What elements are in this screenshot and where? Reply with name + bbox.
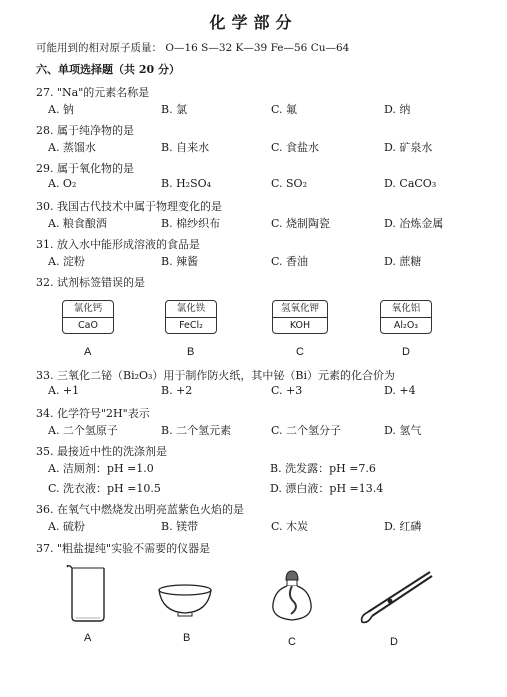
option-b: B. 洗发露：pH =7.6 — [270, 462, 376, 475]
alcohol-lamp-icon — [265, 568, 319, 624]
option-b: B. +2 — [161, 384, 193, 397]
option-b: B. 氯 — [161, 103, 188, 116]
option-b: B. 二个氢元素 — [161, 424, 232, 437]
question-33-stem: 33. 三氧化二铋（Bi₂O₃）用于制作防火纸，其中铋（Bi）元素的化合价为 — [36, 369, 396, 382]
question-35-options-row1 — [48, 460, 488, 476]
option-d: D. +4 — [384, 384, 416, 397]
label-letter-b: B — [187, 346, 195, 358]
evaporating-dish-icon — [156, 582, 214, 618]
option-a: A. 蒸馏水 — [48, 141, 96, 154]
option-d: D. 纳 — [384, 103, 411, 116]
option-c: C. +3 — [271, 384, 303, 397]
question-30-options — [36, 215, 476, 231]
question-36-stem: 36. 在氧气中燃烧发出明亮蓝紫色火焰的是 — [36, 503, 244, 516]
reagent-formula: FeCl₂ — [179, 320, 203, 331]
question-36-options — [36, 518, 476, 534]
option-d: D. 矿泉水 — [384, 141, 433, 154]
option-d: D. 蔗糖 — [384, 255, 422, 268]
reagent-label-a — [62, 300, 114, 334]
option-a: A. 粮食酿酒 — [48, 217, 107, 230]
reagent-formula: KOH — [289, 320, 311, 331]
page-title: 化学部分 — [209, 13, 298, 32]
option-a: A. +1 — [48, 384, 80, 397]
label-letter-a: A — [84, 346, 92, 358]
apparatus-letter-d: D — [390, 636, 398, 648]
question-27-stem: 27. "Na"的元素名称是 — [36, 86, 150, 99]
option-d: D. CaCO₃ — [384, 177, 437, 190]
option-a: A. O₂ — [48, 177, 77, 190]
reagent-name: 氯化铁 — [166, 301, 216, 318]
option-c: C. 氟 — [271, 103, 298, 116]
section-heading: 六、单项选择题（共 20 分） — [36, 63, 180, 76]
reagent-name: 氯化钙 — [63, 301, 113, 318]
question-30-stem: 30. 我国古代技术中属于物理变化的是 — [36, 200, 222, 213]
option-b: B. 辣酱 — [161, 255, 199, 268]
option-b: B. 棉纱织布 — [161, 217, 221, 230]
option-a: A. 洁厕剂：pH =1.0 — [48, 462, 154, 475]
reagent-label-c — [272, 300, 328, 334]
question-28-options — [36, 139, 476, 155]
option-c: C. 木炭 — [271, 520, 309, 533]
question-34-stem: 34. 化学符号"2H"表示 — [36, 407, 150, 420]
reagent-name: 氢氧化钾 — [273, 301, 327, 318]
question-28-stem: 28. 属于纯净物的是 — [36, 124, 134, 137]
question-35-stem: 35. 最接近中性的洗涤剂是 — [36, 445, 167, 458]
apparatus-letter-c: C — [288, 636, 296, 648]
label-letter-c: C — [296, 346, 304, 358]
reagent-formula: CaO — [78, 320, 98, 331]
option-b: B. 镁带 — [161, 520, 199, 533]
atomic-masses-line: 可能用到的相对原子质量： O—16 S—32 K—39 Fe—56 Cu—64 — [36, 42, 350, 54]
option-c: C. 二个氢分子 — [271, 424, 342, 437]
question-27-options — [36, 101, 476, 117]
option-c: C. 食盐水 — [271, 141, 320, 154]
option-b: B. H₂SO₄ — [161, 177, 212, 190]
beaker-icon — [62, 563, 112, 625]
apparatus-letter-a: A — [84, 632, 92, 644]
option-c: C. SO₂ — [271, 177, 307, 190]
option-d: D. 冶炼金属 — [384, 217, 444, 230]
reagent-label-d — [380, 300, 432, 334]
option-c: C. 洗衣液：pH =10.5 — [48, 482, 161, 495]
option-a: A. 二个氢原子 — [48, 424, 118, 437]
question-37-stem: 37. "粗盐提纯"实验不需要的仪器是 — [36, 542, 211, 555]
option-a: A. 硫粉 — [48, 520, 85, 533]
question-35-options-row2 — [48, 480, 488, 496]
option-b: B. 自来水 — [161, 141, 210, 154]
option-c: C. 香油 — [271, 255, 309, 268]
option-a: A. 钠 — [48, 103, 74, 116]
question-32-stem: 32. 试剂标签错误的是 — [36, 276, 145, 289]
question-29-stem: 29. 属于氧化物的是 — [36, 162, 134, 175]
question-31-stem: 31. 放入水中能形成溶液的食品是 — [36, 238, 200, 251]
option-d: D. 红磷 — [384, 520, 422, 533]
reagent-formula: Al₂O₃ — [393, 320, 419, 331]
option-d: D. 漂白液：pH =13.4 — [270, 482, 384, 495]
apparatus-letter-b: B — [183, 632, 191, 644]
question-31-options — [36, 253, 476, 269]
crucible-tongs-icon — [356, 568, 434, 626]
question-34-options — [36, 422, 476, 438]
label-letter-d: D — [402, 346, 410, 358]
question-33-options — [36, 384, 476, 400]
option-d: D. 氢气 — [384, 424, 422, 437]
option-c: C. 烧制陶瓷 — [271, 217, 331, 230]
reagent-name: 氧化铝 — [381, 301, 431, 318]
question-29-options — [36, 177, 476, 193]
reagent-label-b — [165, 300, 217, 334]
option-a: A. 淀粉 — [48, 255, 85, 268]
